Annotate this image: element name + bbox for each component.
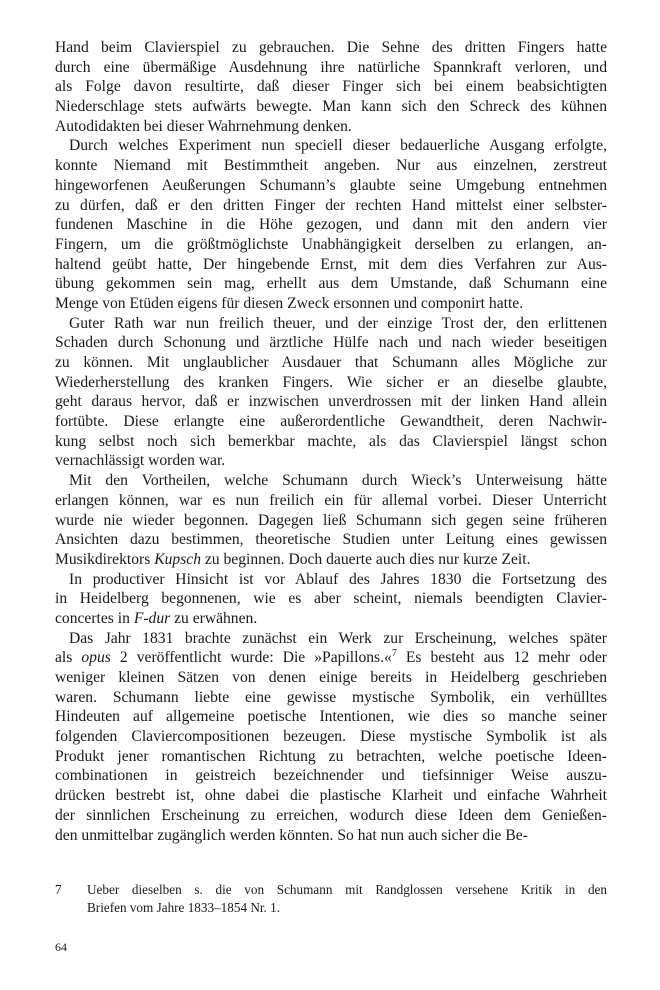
text-line: erlangen können, war es nun freilich ein für allemal vorbei. Dieser Unterricht	[55, 491, 607, 509]
text-segment: Es besteht aus 12 mehr oder	[396, 649, 607, 667]
text-line: Hindeuten auf allgemeine poetische Intentionen, wie dies so manche seiner	[55, 708, 607, 726]
text-line: zu können. Mit unglaublicher Ausdauer that Schumann alles Mögliche zur	[55, 354, 607, 371]
text-line: übung gekommen sein mag, erhellt aus dem Umstande, daß Schumann eine	[55, 275, 607, 293]
text-line: der sinnlichen Erscheinung zu erreichen, wodurch diese Ideen dem Genießen-	[55, 806, 607, 824]
text-line: konnte Niemand mit Bestimmtheit angeben. Nur aus einzelnen, zerstreut	[55, 157, 607, 175]
text-segment: Musikdirektors	[55, 550, 155, 568]
text-segment: 2 veröffentlicht wurde: Die »Papillons.«	[110, 649, 392, 667]
text-line: folgenden Claviercompositionen bezeugen. Diese mystische Symbolik ist als	[55, 728, 607, 746]
footnote-number: 7	[55, 882, 62, 897]
text-line: Autodidakten bei dieser Wahrnehmung denken.	[55, 117, 352, 135]
footnote-text	[87, 881, 607, 917]
text-segment: zu beginnen. Doch dauerte auch dies nur kurze Zeit.	[200, 550, 531, 568]
text-line: Mit den Vortheilen, welche Schumann durch Wieck’s Unterweisung hätte	[69, 472, 607, 490]
footnote	[55, 881, 607, 917]
text-line: weniger kleinen Sätzen von denen einige bereits in Heidelberg geschrieben	[55, 669, 607, 686]
text-line: den unmittelbar zugänglich werden könnten. So hat nun auch sicher die Be-	[55, 826, 528, 844]
italic-term: opus	[81, 649, 111, 667]
text-line: Hand beim Clavierspiel zu gebrauchen. Die Sehne des dritten Fingers hatte	[55, 39, 607, 56]
text-line: Durch welches Experiment nun speciell dieser bedauerliche Ausgang erfolgte,	[69, 137, 607, 155]
text-line: Das Jahr 1831 brachte zunächst ein Werk zur Erscheinung, welches später	[69, 629, 607, 647]
text-line: hingeworfenen Aeußerungen Schumann’s glaubte seine Umgebung entnehmen	[55, 176, 607, 194]
italic-term: F-dur	[133, 609, 171, 627]
body-text	[55, 38, 607, 845]
footnote-line: Ueber dieselben s. die von Schumann mit Randglossen versehene Kritik in den	[87, 882, 607, 897]
text-line	[55, 550, 607, 570]
text-line	[55, 648, 607, 668]
text-line: kung selbst noch sich bemerkbar machte, als das Clavierspiel längst schon	[55, 432, 607, 450]
text-segment: concertes in	[55, 609, 134, 627]
text-line: Schaden durch Schonung und ärztliche Hülfe nach und nach wieder beseitigen	[55, 334, 607, 352]
text-line: Guter Rath war nun freilich theuer, und der einzige Trost der, den erlittenen	[69, 314, 607, 332]
text-line: fundenen Maschine in die Höhe gezogen, und dann mit den andern vier	[55, 216, 607, 234]
text-line: Produkt jener romantischen Richtung zu betrachten, welche poetische Ideen-	[55, 747, 607, 765]
text-line: Wiederherstellung des kranken Fingers. Wie sicher er an dieselbe glaubte,	[55, 373, 607, 391]
text-line: Fingern, um die größtmöglichste Unabhängigkeit derselben zu erlangen, an-	[55, 235, 607, 253]
italic-term: Kupsch	[154, 550, 201, 568]
page-number: 64	[55, 940, 67, 954]
footnote-reference[interactable]: 7	[391, 648, 397, 660]
text-line: wurde nie wieder begonnen. Dagegen ließ Schumann sich gegen seine früheren	[55, 511, 607, 529]
text-line: in Heidelberg begonnenen, wie es aber scheint, niemals beendigten Clavier-	[55, 590, 607, 608]
text-line: Ansichten dazu bestimmen, theoretische Studien unter Leitung eines gewissen	[55, 531, 607, 549]
text-line: geht daraus hervor, daß er inzwischen unverdrossen mit der linken Hand allein	[55, 393, 607, 411]
text-line: fortübte. Diese erlangte eine außerordentliche Gewandtheit, deren Nachwir-	[55, 413, 607, 431]
text-line: In productiver Hinsicht ist vor Ablauf des Jahres 1830 die Fortsetzung des	[69, 570, 607, 588]
text-line: durch eine übermäßige Ausdehnung ihre natürliche Spannkraft verloren, und	[55, 58, 607, 76]
text-segment: zu erwähnen.	[170, 609, 258, 627]
text-line: zu dürfen, daß er den dritten Finger der rechten Hand mittelst einer selbster-	[55, 196, 607, 214]
text-line: combinationen in geistreich bezeichnender und tiefsinniger Weise auszu-	[55, 767, 607, 785]
text-line: drücken bestrebt ist, ohne dabei die plastische Klarheit und einfache Wahrheit	[55, 787, 607, 805]
text-line: Menge von Etüden eigens für diesen Zweck ersonnen und componirt hatte.	[55, 294, 524, 312]
text-line: Niederschlage stets aufwärts bewegte. Man kann sich den Schreck des kühnen	[55, 98, 607, 116]
text-line: als Folge davon resultirte, daß dieser Finger sich bei einem beabsichtigten	[55, 78, 607, 96]
text-line: haltend geübt hatte, Der hingebende Ernst, mit dem dies Verfahren zur Aus-	[55, 255, 607, 273]
text-segment: als	[55, 649, 82, 667]
footnote-line: Briefen vom Jahre 1833–1854 Nr. 1.	[87, 900, 281, 915]
text-line	[55, 609, 607, 629]
text-line: vernachlässigt worden war.	[55, 452, 226, 470]
text-line: waren. Schumann liebte eine gewisse mystische Symbolik, ein verhülltes	[55, 688, 607, 706]
